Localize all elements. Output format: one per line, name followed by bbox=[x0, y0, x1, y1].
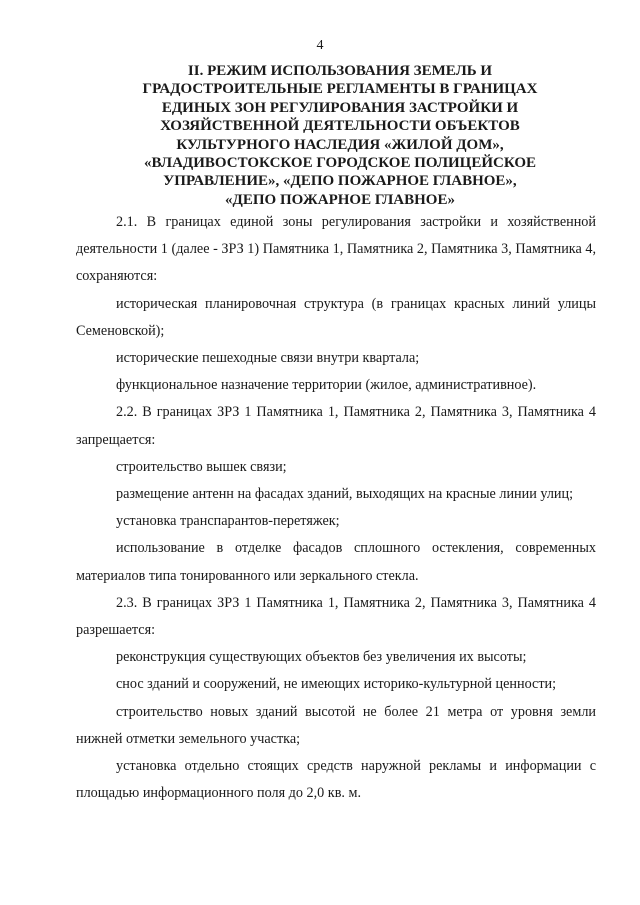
heading-line: УПРАВЛЕНИЕ», «ДЕПО ПОЖАРНОЕ ГЛАВНОЕ», bbox=[163, 173, 517, 190]
section-heading bbox=[70, 62, 610, 209]
list-item: установка отдельно стоящих средств наружной рекламы и информации с площадью информационного поля до 2,0 кв. м. bbox=[76, 758, 596, 802]
list-item: снос зданий и сооружений, не имеющих историко-культурной ценности; bbox=[116, 676, 557, 693]
document-body bbox=[76, 209, 596, 807]
list-item: строительство вышек связи; bbox=[116, 458, 287, 475]
heading-line: КУЛЬТУРНОГО НАСЛЕДИЯ «ЖИЛОЙ ДОМ», bbox=[176, 136, 504, 153]
list-item: использование в отделке фасадов сплошного остекления, современных материалов типа тонированного или зеркального стекла. bbox=[76, 540, 596, 584]
list-item: размещение антенн на фасадах зданий, выходящих на красные линии улиц; bbox=[116, 486, 574, 503]
list-item: функциональное назначение территории (жилое, административное). bbox=[116, 377, 537, 394]
list-item: установка транспарантов-перетяжек; bbox=[116, 513, 340, 530]
paragraph-2-2: 2.2. В границах ЗРЗ 1 Памятника 1, Памятника 2, Памятника 3, Памятника 4 запрещается: bbox=[76, 404, 596, 448]
list-item: историческая планировочная структура (в границах красных линий улицы Семеновской); bbox=[76, 295, 596, 339]
heading-line: «ДЕПО ПОЖАРНОЕ ГЛАВНОЕ» bbox=[225, 191, 455, 208]
heading-line: ГРАДОСТРОИТЕЛЬНЫЕ РЕГЛАМЕНТЫ В ГРАНИЦАХ bbox=[142, 81, 538, 98]
paragraph-2-1: 2.1. В границах единой зоны регулирования застройки и хозяйственной деятельности 1 (далее - ЗРЗ 1) Памятника 1, Памятника 2, Памятника 3, Памятника 4, сохраняются: bbox=[76, 214, 596, 285]
paragraph-2-3: 2.3. В границах ЗРЗ 1 Памятника 1, Памятника 2, Памятника 3, Памятника 4 разрешается: bbox=[76, 594, 596, 639]
heading-line: «ВЛАДИВОСТОКСКОЕ ГОРОДСКОЕ ПОЛИЦЕЙСКОЕ bbox=[143, 155, 537, 172]
list-item: реконструкция существующих объектов без увеличения их высоты; bbox=[116, 649, 527, 666]
heading-line: II. РЕЖИМ ИСПОЛЬЗОВАНИЯ ЗЕМЕЛЬ И bbox=[187, 63, 493, 79]
list-item: исторические пешеходные связи внутри квартала; bbox=[116, 350, 420, 367]
list-item: строительство новых зданий высотой не более 21 метра от уровня земли нижней отметки земельного участка; bbox=[76, 703, 596, 747]
heading-line: ХОЗЯЙСТВЕННОЙ ДЕЯТЕЛЬНОСТИ ОБЪЕКТОВ bbox=[160, 118, 520, 135]
heading-line: ЕДИНЫХ ЗОН РЕГУЛИРОВАНИЯ ЗАСТРОЙКИ И bbox=[161, 99, 519, 116]
page-number: 4 bbox=[316, 38, 324, 53]
